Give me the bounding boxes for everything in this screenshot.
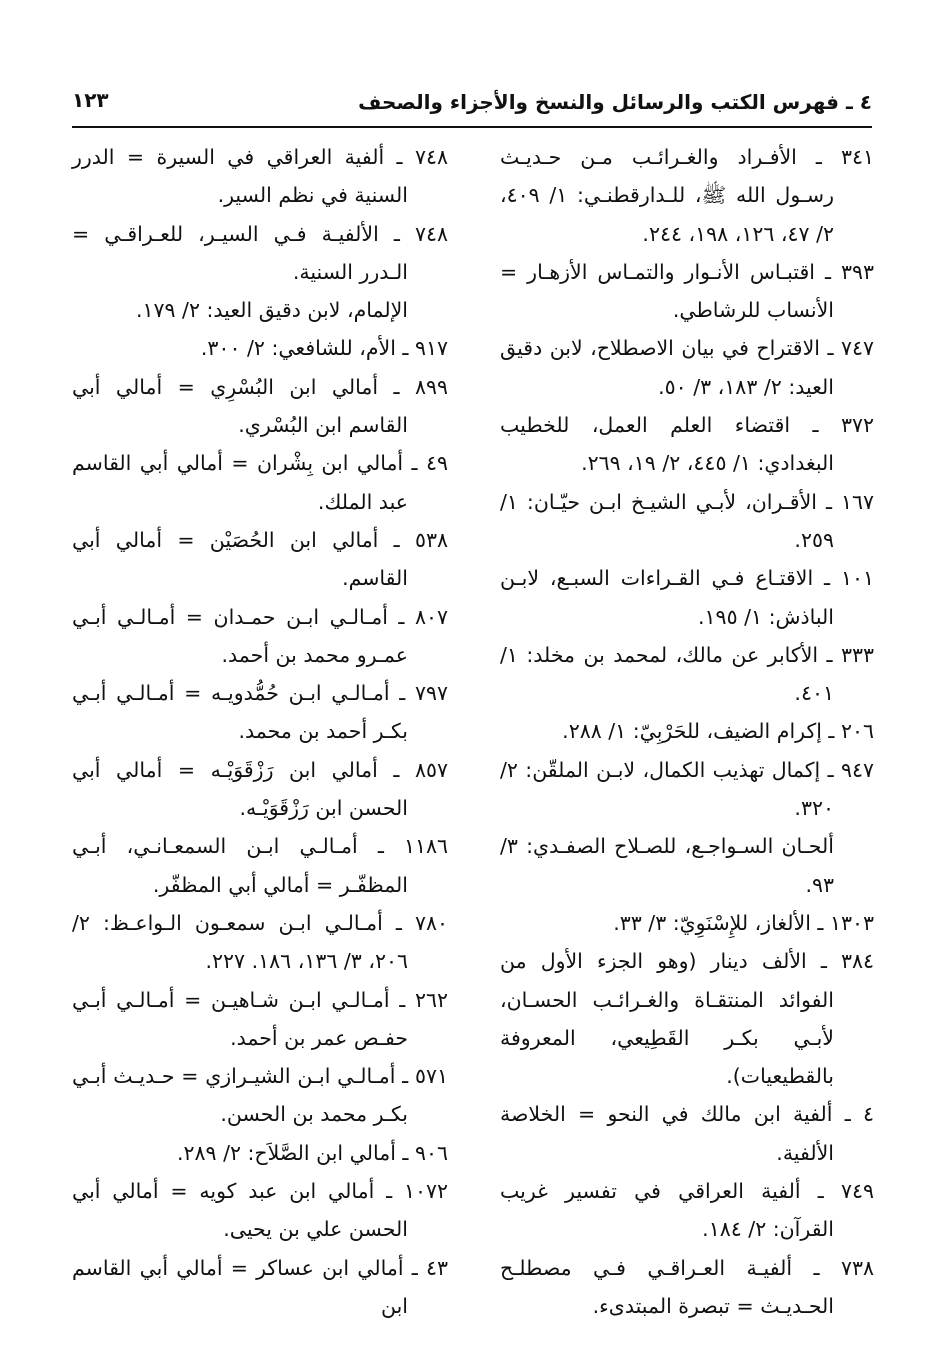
index-entry: ٣٤١ ـ الأفـراد والغـرائـب مـن حـديـث رسـول الله ﷺ، للـدارقطنـي: ١/ ٤٠٩، ٢/ ٤٧، ١٢٦، ١٩٨، ٢٤٤. [500,145,874,246]
index-entry: ٤ ـ ألفية ابن مالك في النحو = الخلاصة الألفية. [500,1102,874,1165]
index-entry: ٧٤٧ ـ الاقتراح في بيان الاصطلاح، لابن دقيق العيد: ٢/ ١٨٣، ٣/ ٥٠. [500,336,874,399]
index-entry: ٤٣ ـ أمالي ابن عساكر = أمالي أبي القاسم ابن [72,1255,448,1318]
index-entry: ٣٨٤ ـ الألف دينار (وهو الجزء الأول من الفوائد المنتقـاة والغـرائـب الحسـان، لأبـي بكـر القَطِيعي، المعروفة بالقطيعيات). [500,949,874,1089]
index-entry: ٢٦٢ ـ أمـالـي ابـن شـاهيـن = أمـالـي أبـي حفـص عمر بن أحمد. [72,987,448,1050]
index-entry: ٩٠٦ ـ أمالي ابن الصَّلاَح: ٢/ ٢٨٩. [176,1140,448,1165]
index-entry: ٨٥٧ ـ أمالي ابن رَزْقَوَيْـه = أمالي أبي الحسن ابن رَزْقَوَيْـه. [72,757,448,821]
index-entry: ٣٧٢ ـ اقتضاء العلم العمل، للخطيب البغدادي: ١/ ٤٤٥، ٢/ ١٩، ٢٦٩. [500,413,874,476]
index-entry: ٩٤٧ ـ إكمال تهذيب الكمال، لابـن الملقّن: ٢/ ٣٢٠. [500,757,874,821]
index-entry: ٨٠٧ ـ أمـالـي ابـن حمـدان = أمـالـي أبـي عمـرو محمد بن أحمد. [72,604,448,667]
index-entry: ١١٨٦ ـ أمـالـي ابـن السمعـانـي، أبـي المظفّـر = أمالي أبي المظفّر. [72,834,448,897]
index-entry: الإلمام، لابن دقيق العيد: ٢/ ١٧٩. [135,298,408,323]
index-entry: ألحـان السـواجـع، للصـلاح الصفـدي: ٣/ ٩٣. [500,834,834,897]
index-entry: ٧٩٧ ـ أمـالـي ابـن حُمُّدويـه = أمـالـي أبـي بكـر أحمد بن محمد. [72,681,448,744]
index-entry: ١٠١ ـ الاقتـاع فـي القـراءات السبـع، لابـن الباذش: ١/ ١٩٥. [500,566,874,629]
index-entry: ١٣٠٣ ـ الألغاز، للإِسْنَوِيّ: ٣/ ٣٣. [613,910,874,935]
index-entry: ٧٤٨ ـ ألفية العراقي في السيرة = الدرر السنية في نظم السير. [72,145,448,208]
left-column [72,138,448,1325]
index-entry: ٧٣٨ ـ ألفيـة العـراقـي فـي مصطلـح الحـديـث = تبصرة المبتدىء. [500,1255,874,1318]
index-entry: ٨٩٩ ـ أمالي ابن البُسْرِي = أمالي أبي القاسم ابن البُسْري. [72,374,448,438]
index-entry: ٣٩٣ ـ اقتبـاس الأنـوار والتمـاس الأزهـار = الأنساب للرشاطي. [500,259,874,323]
index-entry: ٥٧١ ـ أمـالـي ابـن الشيـرازي = حـديـث أبـي بكـر محمد بن الحسن. [72,1064,448,1127]
running-head: ٤ ـ فهرس الكتب والرسائل والنسخ والأجزاء والصحف [358,90,872,114]
index-entry: ٣٣٣ ـ الأكابر عن مالك، لمحمد بن مخلد: ١/ ٤٠١. [500,642,874,706]
index-entry: ١٠٧٢ ـ أمالي ابن عبد كويه = أمالي أبي الحسن علي بن يحيى. [72,1179,448,1242]
index-entry: ١٦٧ ـ الأقـران، لأبـي الشيـخ ابـن حيّـان: ١/ ٢٥٩. [500,489,874,552]
index-entry: ٩١٧ ـ الأم، للشافعي: ٢/ ٣٠٠. [200,336,448,361]
right-column [500,138,874,1325]
page-header [72,86,872,122]
page-number: ١٢٣ [72,88,109,112]
header-rule [72,126,872,128]
index-entry: ٥٣٨ ـ أمالي ابن الحُصَيْن = أمالي أبي القاسم. [72,527,448,591]
index-entry: ٤٩ ـ أمالي ابن بِشْران = أمالي أبي القاسم عبد الملك. [72,451,448,514]
index-entry: ٧٤٩ ـ ألفية العراقي في تفسير غريب القرآن: ٢/ ١٨٤. [500,1179,874,1242]
index-entry: ٢٠٦ ـ إكرام الضيف، للحَرْبِيّ: ١/ ٢٨٨. [562,719,874,744]
index-entry: ٧٨٠ ـ أمـالـي ابـن سمعـون الـواعـظ: ٢/ ٢٠٦، ٣/ ١٣٦، ١٨٦. ٢٢٧. [72,910,448,974]
index-entry: ٧٤٨ ـ الألفيـة فـي السيـر، للعـراقـي = الـدرر السنية. [72,221,448,284]
